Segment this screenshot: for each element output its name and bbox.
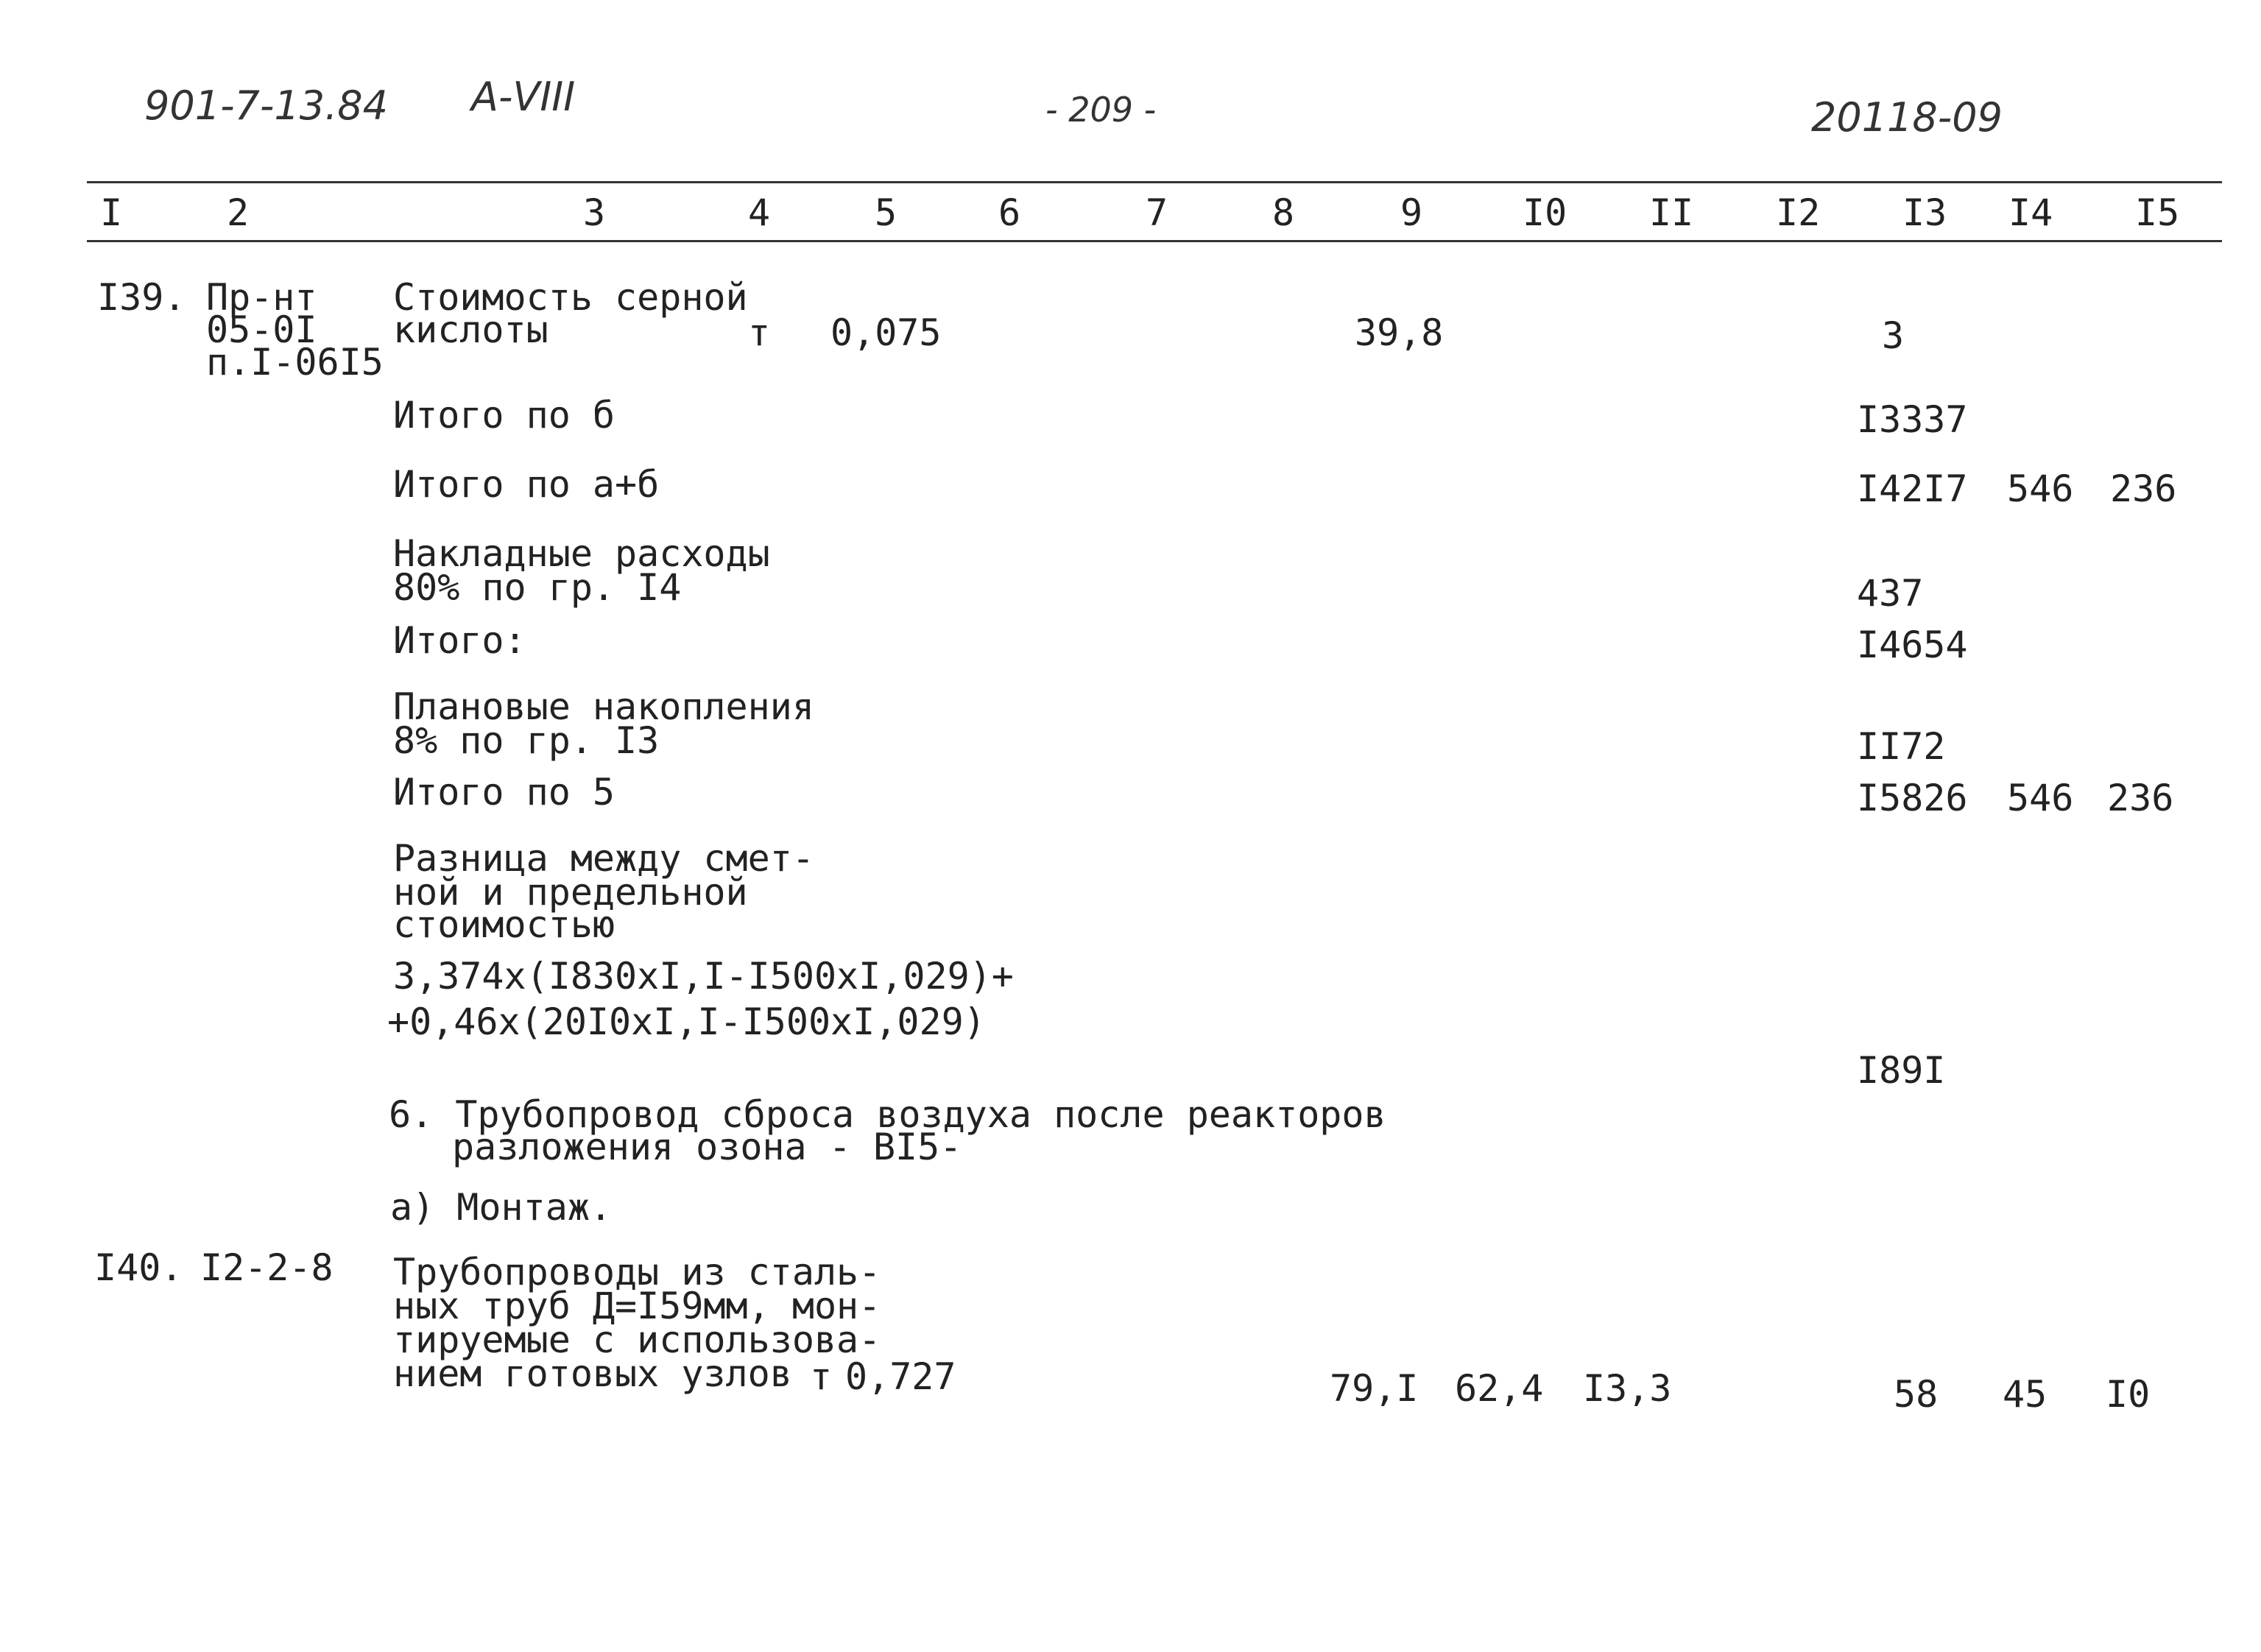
row140-col9: 79,I xyxy=(1330,1367,1419,1410)
col-header-10: I0 xyxy=(1523,191,1567,234)
document-code: 901-7-13.84 xyxy=(144,82,388,129)
montage-label: а) Монтаж. xyxy=(390,1186,613,1229)
row140-name-line3: тируемые с использова- xyxy=(393,1319,881,1361)
overhead-label-line2: 80% по гр. I4 xyxy=(393,566,682,609)
col-header-12: I2 xyxy=(1776,191,1821,234)
total-b-label: Итого по б xyxy=(393,394,615,437)
row-code-line2: 05-0I xyxy=(206,308,317,351)
total-ab-col13: I42I7 xyxy=(1857,467,1968,510)
row140-name-line4: нием готовых узлов xyxy=(393,1352,792,1395)
col-header-4: 4 xyxy=(748,191,771,234)
row-unit: т xyxy=(748,311,771,354)
subtotal-label: Итого: xyxy=(393,619,526,662)
col-header-5: 5 xyxy=(875,191,897,234)
row140-col15: I0 xyxy=(2106,1373,2151,1416)
header-bottom-rule xyxy=(87,240,2222,242)
total-ab-col15: 236 xyxy=(2110,467,2177,510)
row-code-line1: Пр-нт xyxy=(206,276,317,319)
col-header-2: 2 xyxy=(227,191,250,234)
savings-label-line1: Плановые накопления xyxy=(393,685,814,728)
total-5-col14: 546 xyxy=(2007,777,2074,819)
row-name-line2: кислоты xyxy=(393,308,549,351)
row-name-line1: Стоимость серной xyxy=(393,276,748,319)
row140-col10: 62,4 xyxy=(1455,1367,1544,1410)
row140-col14: 45 xyxy=(2003,1373,2047,1416)
row-number: I39. xyxy=(97,276,186,319)
album-code: А-VIII xyxy=(471,74,576,120)
section-6-title-line2: разложения озона - ВI5- xyxy=(452,1126,962,1168)
subtotal-col13: I4654 xyxy=(1857,624,1968,666)
diff-label-line1: Разница между смет- xyxy=(393,837,814,880)
section-6-title-line1: 6. Трубопровод сброса воздуха после реакторов xyxy=(389,1093,1386,1136)
diff-label-line3: стоимостью xyxy=(393,903,615,946)
header-top-rule xyxy=(87,181,2222,183)
total-5-label: Итого по 5 xyxy=(393,771,615,813)
total-ab-label: Итого по а+б xyxy=(393,463,660,506)
col-header-9: 9 xyxy=(1400,191,1423,234)
total-b-col13: I3337 xyxy=(1857,398,1968,441)
row140-col13: 58 xyxy=(1894,1373,1939,1416)
total-5-col15: 236 xyxy=(2107,777,2174,819)
col-header-3: 3 xyxy=(583,191,606,234)
row140-name-line1: Трубопроводы из сталь- xyxy=(393,1251,881,1293)
col-header-8: 8 xyxy=(1272,191,1295,234)
col-header-15: I5 xyxy=(2135,191,2180,234)
diff-col13: I89I xyxy=(1857,1049,1946,1092)
col-header-7: 7 xyxy=(1146,191,1168,234)
row140-quantity: 0,727 xyxy=(845,1355,956,1398)
row-col13-value: 3 xyxy=(1882,314,1905,357)
row-col9-value: 39,8 xyxy=(1355,311,1444,354)
row-code-line3: п.I-06I5 xyxy=(206,341,384,384)
col-header-14: I4 xyxy=(2008,191,2053,234)
row-quantity: 0,075 xyxy=(830,311,942,354)
savings-label-line2: 8% по гр. I3 xyxy=(393,719,660,762)
overhead-label-line1: Накладные расходы xyxy=(393,532,770,575)
row140-number: I40. xyxy=(94,1246,183,1289)
savings-col13: II72 xyxy=(1857,725,1946,768)
col-header-13: I3 xyxy=(1902,191,1947,234)
diff-formula-line1: 3,374х(I830хI,I-I500хI,029)+ xyxy=(393,955,1014,998)
col-header-6: 6 xyxy=(998,191,1021,234)
row140-code: I2-2-8 xyxy=(200,1246,334,1289)
total-ab-col14: 546 xyxy=(2007,467,2074,510)
row140-col11: I3,3 xyxy=(1583,1367,1672,1410)
col-header-11: II xyxy=(1649,191,1694,234)
page-number: - 209 - xyxy=(1045,90,1157,130)
row140-unit: т xyxy=(810,1355,833,1398)
col-header-1: I xyxy=(100,191,123,234)
overhead-col13: 437 xyxy=(1857,572,1924,615)
diff-label-line2: ной и предельной xyxy=(393,871,748,914)
diff-formula-line2: +0,46х(20I0хI,I-I500хI,029) xyxy=(387,1000,986,1043)
row140-name-line2: ных труб Д=I59мм, мон- xyxy=(393,1285,881,1327)
total-5-col13: I5826 xyxy=(1857,777,1968,819)
sheet-code: 20118-09 xyxy=(1811,94,2003,141)
